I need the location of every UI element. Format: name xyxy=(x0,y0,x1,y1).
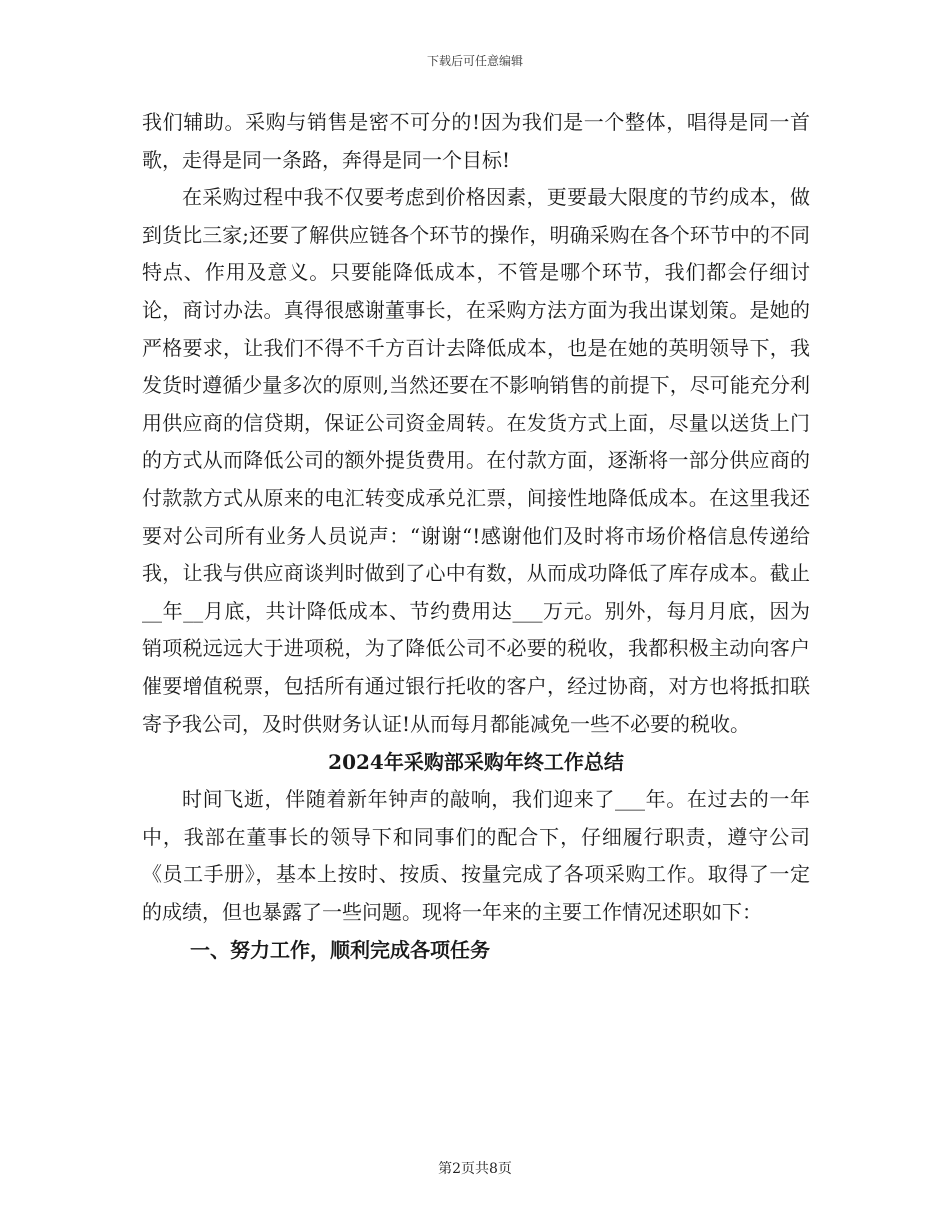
section-title: 2024年采购部采购年终工作总结 xyxy=(328,750,624,775)
document-body xyxy=(142,104,810,969)
subheading: 一、努力工作，顺利完成各项任务 xyxy=(190,938,490,963)
paragraph-intro: 时间飞逝，伴随着新年钟声的敲响，我们迎来了___年。在过去的一年中，我部在董事长的领导下和同事们的配合下，仔细履行职责，遵守公司《员工手册》，基本上按时、按质、按量完成了各项采购工作。取得了一定的成绩，但也暴露了一些问题。现将一年来的主要工作情况述职如下： xyxy=(142,787,810,924)
page-footer: 第2页共8页 xyxy=(438,1161,512,1177)
page-header: 下载后可任意编辑 xyxy=(426,54,523,68)
paragraph-continuation: 我们辅助。采购与销售是密不可分的!因为我们是一个整体，唱得是同一首歌，走得是同一条路，奔得是同一个目标! xyxy=(142,110,810,172)
paragraph-procurement-cost: 在采购过程中我不仅要考虑到价格因素，更要最大限度的节约成本，做到货比三家;还要了解供应链各个环节的操作，明确采购在各个环节中的不同特点、作用及意义。只要能降低成本，不管是哪个环节，我们都会仔细讨论，商讨办法。真得很感谢董事长，在采购方法方面为我出谋划策。是她的严格要求，让我们不得不千方百计去降低成本，也是在她的英明领导下，我发货时遵循少量多次的原则,当然还要在不影响销售的前提下，尽可能充分利用供应商的信贷期，保证公司资金周转。在发货方式上面，尽量以送货上门的方式从而降低公司的额外提货费用。在付款方面，逐渐将一部分供应商的付款款方式从原来的电汇转变成承兑汇票，间接性地降低成本。在这里我还要对公司所有业务人员说声：“谢谢“!感谢他们及时将市场价格信息传递给我，让我与供应商谈判时做到了心中有数，从而成功降低了库存成本。截止__年__月底，共计降低成本、节约费用达___万元。别外，每月月底，因为销项税远远大于进项税，为了降低公司不必要的税收，我都积极主动向客户催要增值税票，包括所有通过银行托收的客户，经过协商，对方也将抵扣联寄予我公司，及时供财务认证!从而每月都能减免一些不必要的税收。 xyxy=(142,185,810,736)
